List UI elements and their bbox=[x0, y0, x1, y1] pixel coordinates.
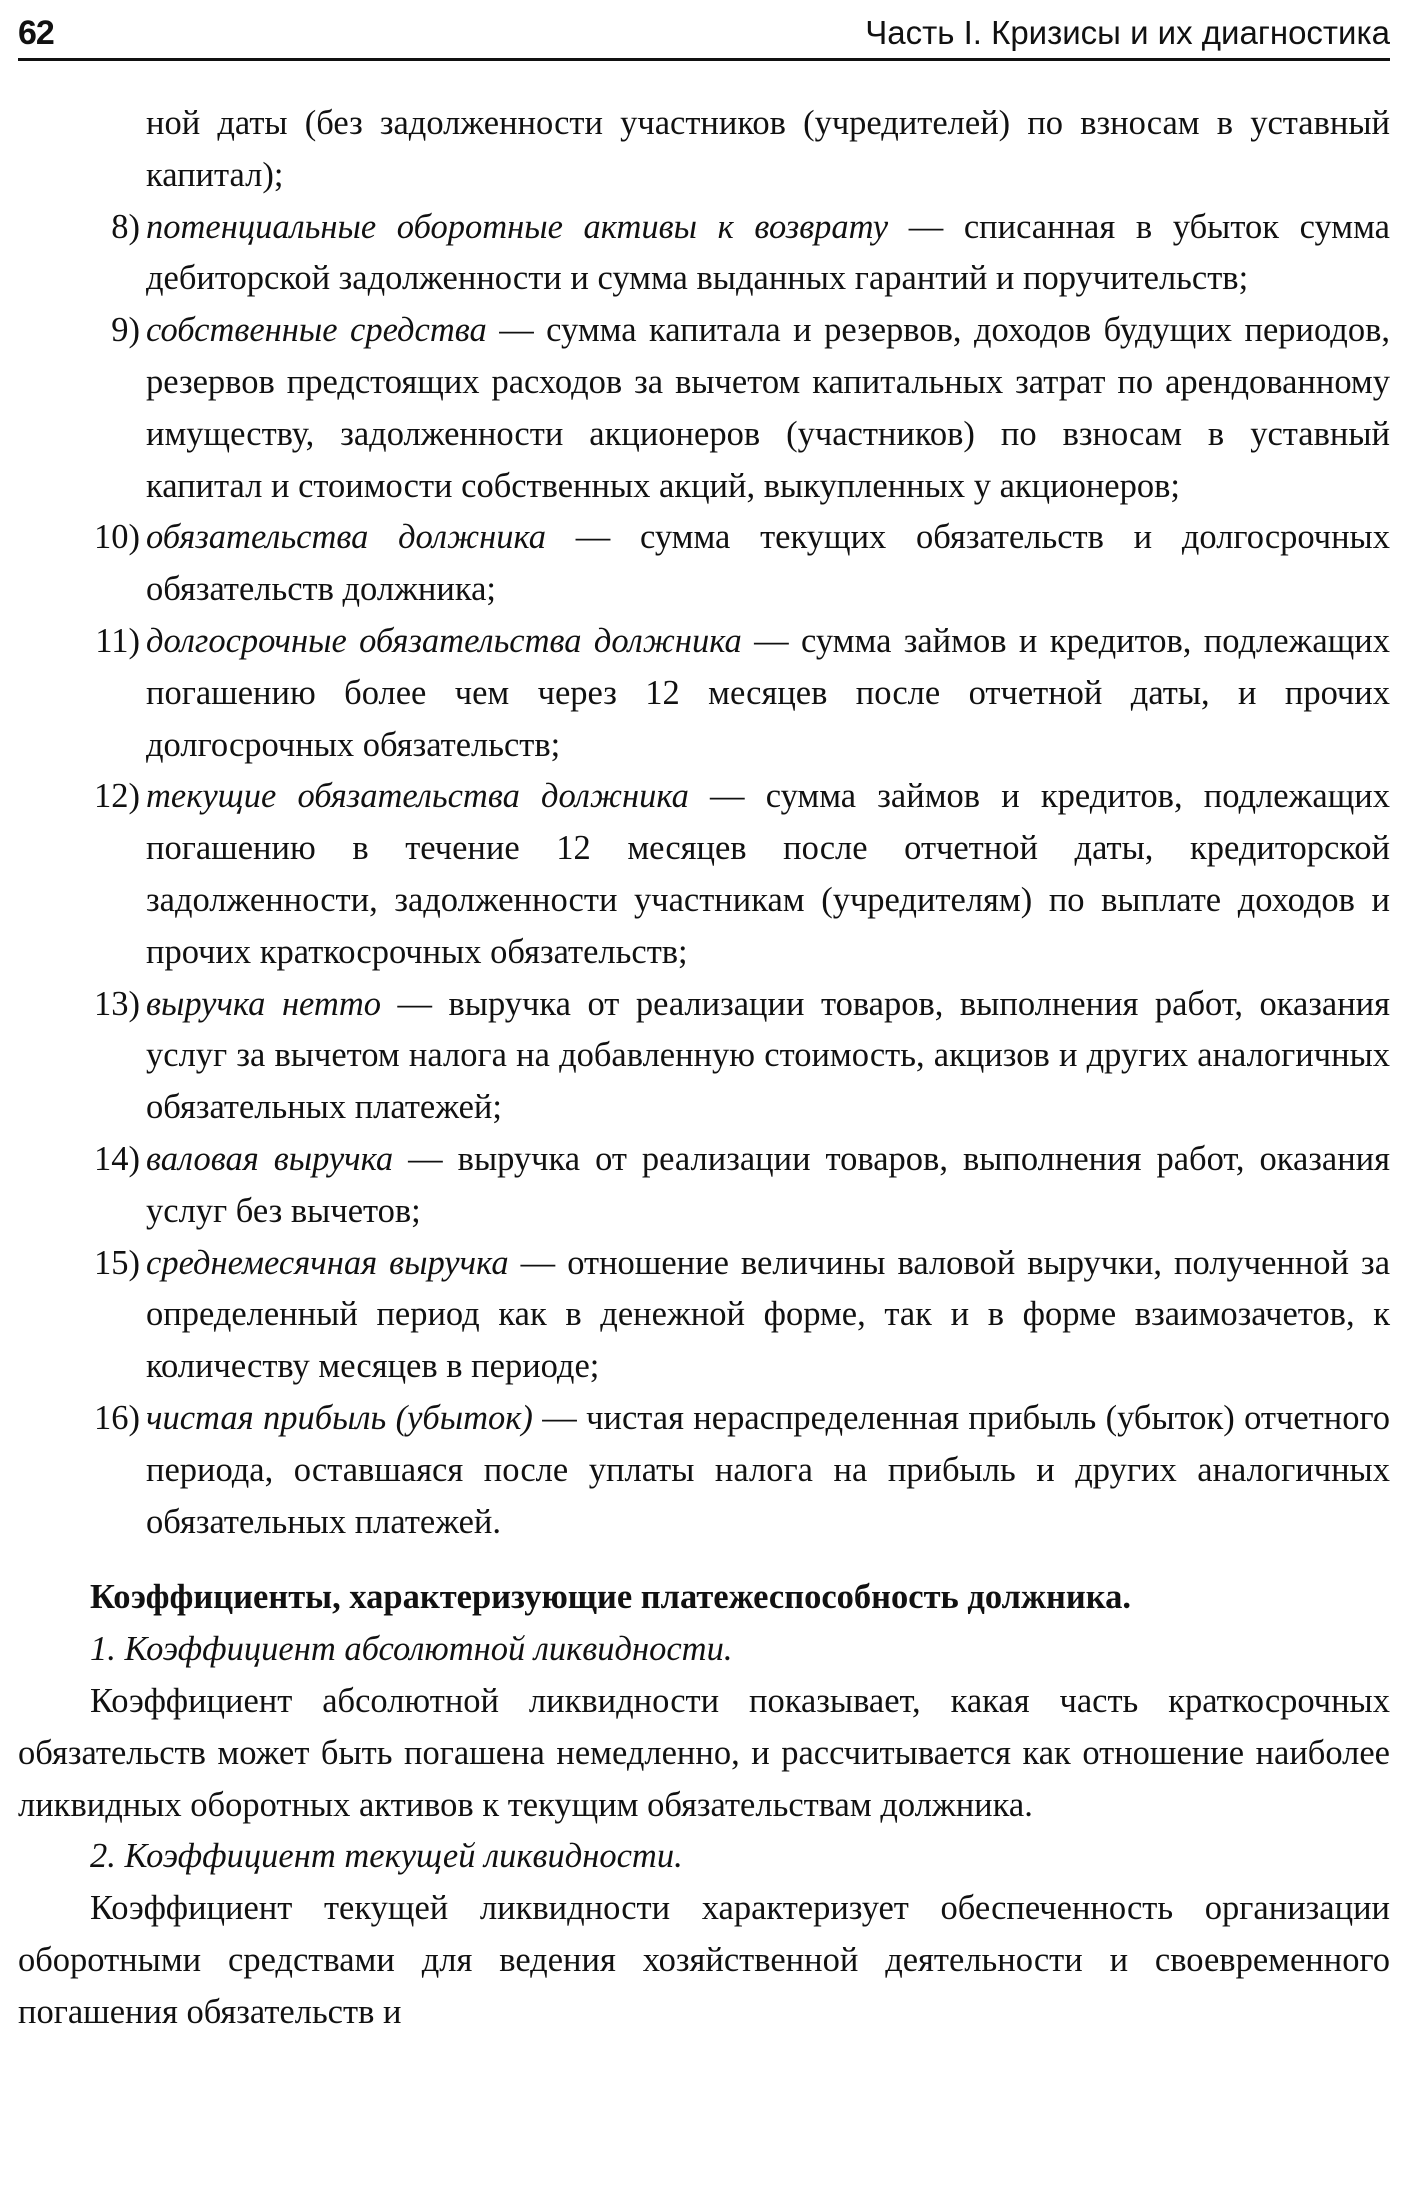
definition-item bbox=[18, 512, 1390, 616]
paragraph-current-liquidity: Коэффициент текущей ликвидности характеризует обеспеченность организации оборотными средствами для ведения хозяйственной деятельности и своевременного погашения обязательств и bbox=[18, 1889, 1390, 2031]
item-number: 16) bbox=[94, 1398, 140, 1437]
definition-text: — отношение величины валовой выручки, полученной за определенный период как в денежной форме, так и в форме взаимозачетов, к количеству месяцев в периоде; bbox=[146, 1243, 1391, 1386]
page-number: 62 bbox=[18, 14, 54, 52]
definition-text: — выручка от реализации товаров, выполнения работ, оказания услуг без вычетов; bbox=[146, 1139, 1391, 1230]
running-title: Часть I. Кризисы и их диагностика bbox=[865, 14, 1390, 51]
definition-item bbox=[18, 202, 1390, 306]
definition-item bbox=[18, 771, 1390, 978]
page-body bbox=[18, 98, 1390, 2038]
term: выручка нетто bbox=[146, 984, 381, 1023]
section-title: Коэффициенты, характеризующие платежеспособность должника. bbox=[90, 1578, 1132, 1617]
term: текущие обязательства должника bbox=[146, 777, 689, 816]
definition-text: — сумма займов и кредитов, подлежащих погашению в течение 12 месяцев после отчетной даты, кредиторской задолженности, задолженности участникам (учредителям) по выплате доходов и прочих краткосрочных обязательств; bbox=[146, 777, 1390, 971]
term: валовая выручка bbox=[146, 1139, 394, 1178]
header-rule bbox=[18, 58, 1390, 61]
definition-item bbox=[18, 1393, 1390, 1548]
definition-text: — сумма капитала и резервов, доходов будущих периодов, резервов предстоящих расходов за вычетом капитальных затрат по арендованному имуществу, задолженности акционеров (участников) по взносам в уставный капитал и стоимости собственных акций, выкупленных у акционеров; bbox=[146, 311, 1390, 505]
definition-item bbox=[18, 616, 1390, 771]
term: чистая прибыль (убыток) bbox=[146, 1398, 533, 1437]
item-number: 8) bbox=[111, 207, 140, 246]
definition-text: — выручка от реализации товаров, выполнения работ, оказания услуг за вычетом налога на добавленную стоимость, акцизов и других аналогичных обязательных платежей; bbox=[146, 984, 1390, 1127]
item-number: 15) bbox=[94, 1243, 140, 1282]
item-number: 13) bbox=[94, 984, 140, 1023]
continuation-text: ной даты (без задолженности участников (учредителей) по взносам в уставный капитал); bbox=[146, 104, 1390, 194]
term: долгосрочные обязательства должника bbox=[146, 621, 742, 660]
paragraph-absolute-liquidity: Коэффициент абсолютной ликвидности показывает, какая часть краткосрочных обязательств может быть погашена немедленно, и рассчитывается как отношение наиболее ликвидных оборотных активов к текущим обязательствам должника. bbox=[18, 1681, 1390, 1824]
term: потенциальные оборотные активы к возврату bbox=[146, 207, 889, 246]
definition-text: — чистая нераспределенная прибыль (убыток) отчетного периода, оставшаяся после уплаты налога на прибыль и других аналогичных обязательных платежей. bbox=[146, 1398, 1390, 1541]
item-number: 12) bbox=[94, 777, 140, 816]
definition-item bbox=[18, 979, 1390, 1134]
definition-text: — сумма займов и кредитов, подлежащих погашению более чем через 12 месяцев после отчетной даты, и прочих долгосрочных обязательств; bbox=[146, 621, 1390, 764]
definition-text: — сумма текущих обязательств и долгосрочных обязательств должника; bbox=[146, 518, 1390, 609]
subheading-current-liquidity: 2. Коэффициент текущей ликвидности. bbox=[90, 1837, 683, 1876]
subheading-absolute-liquidity: 1. Коэффициент абсолютной ликвидности. bbox=[90, 1630, 733, 1669]
item-number: 11) bbox=[95, 621, 140, 660]
term: обязательства должника bbox=[146, 518, 546, 557]
definition-item bbox=[18, 305, 1390, 512]
term: собственные средства bbox=[146, 311, 487, 350]
definition-item bbox=[18, 1134, 1390, 1238]
item-number: 14) bbox=[94, 1139, 140, 1178]
page-header bbox=[18, 8, 1390, 58]
item-number: 10) bbox=[94, 518, 140, 557]
definition-item bbox=[18, 1238, 1390, 1393]
definition-text: — списанная в убыток сумма дебиторской задолженности и сумма выданных гарантий и поручительств; bbox=[146, 207, 1390, 298]
item-number: 9) bbox=[111, 311, 140, 350]
term: среднемесячная выручка bbox=[146, 1243, 509, 1282]
